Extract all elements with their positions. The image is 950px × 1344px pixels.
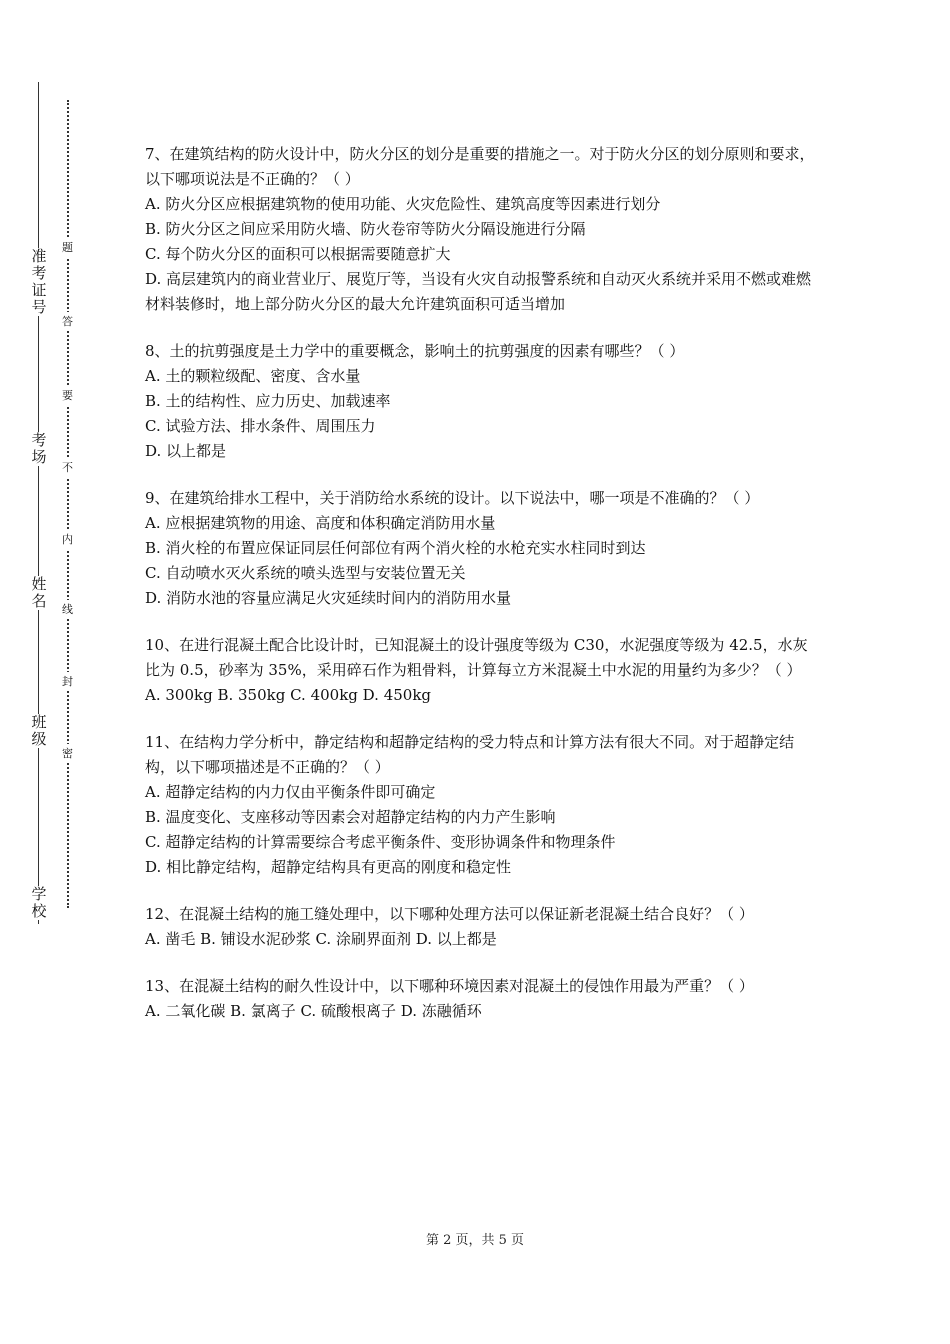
question-stem: 10、在进行混凝土配合比设计时，已知混凝土的设计强度等级为 C30，水泥强度等级为 42.5，水灰比为 0.5，砂率为 35%，采用碎石作为粗骨料，计算每立方米混凝土中水泥的用量约为多少？（ ）	[145, 636, 808, 679]
option-d: D. 相比静定结构，超静定结构具有更高的刚度和稳定性	[145, 858, 512, 876]
options-inline: A. 凿毛 B. 铺设水泥砂浆 C. 涂刷界面剂 D. 以上都是	[145, 930, 497, 948]
seal-char: 答	[60, 312, 75, 331]
question-13	[145, 974, 815, 1024]
option-a: A. 超静定结构的内力仅由平衡条件即可确定	[145, 783, 436, 801]
question-stem: 11、在结构力学分析中，静定结构和超静定结构的受力特点和计算方法有很大不同。对于超静定结构，以下哪项描述是不正确的？（ ）	[145, 733, 795, 776]
page-number: 第 2 页，共 5 页	[425, 1233, 525, 1248]
seal-char: 内	[60, 530, 75, 549]
option-c: C. 每个防火分区的面积可以根据需要随意扩大	[145, 245, 451, 263]
seal-char: 题	[60, 238, 75, 257]
seal-char: 不	[60, 458, 75, 477]
option-d: D. 高层建筑内的商业营业厅、展览厅等，当设有火灾自动报警系统和自动灭火系统并采用不燃或难燃材料装修时，地上部分防火分区的最大允许建筑面积可适当增加	[145, 270, 812, 313]
question-11	[145, 730, 815, 880]
question-10	[145, 633, 815, 708]
option-a: A. 土的颗粒级配、密度、含水量	[145, 367, 361, 385]
question-12	[145, 902, 815, 952]
seal-char: 线	[60, 600, 75, 619]
option-b: B. 消火栓的布置应保证同层任何部位有两个消火栓的水枪充实水柱同时到达	[145, 539, 646, 557]
seal-char: 密	[60, 744, 75, 763]
options-inline: A. 二氧化碳 B. 氯离子 C. 硫酸根离子 D. 冻融循环	[145, 1002, 482, 1020]
question-9	[145, 486, 815, 611]
options-inline: A. 300kg B. 350kg C. 400kg D. 450kg	[145, 686, 432, 704]
option-d: D. 消防水池的容量应满足火灾延续时间内的消防用水量	[145, 589, 512, 607]
option-b: B. 土的结构性、应力历史、加载速率	[145, 392, 391, 410]
option-c: C. 超静定结构的计算需要综合考虑平衡条件、变形协调条件和物理条件	[145, 833, 616, 851]
option-a: A. 防火分区应根据建筑物的使用功能、火灾危险性、建筑高度等因素进行划分	[145, 195, 661, 213]
question-stem: 7、在建筑结构的防火设计中，防火分区的划分是重要的措施之一。对于防火分区的划分原则和要求，以下哪项说法是不正确的？（ ）	[145, 145, 815, 188]
question-stem: 13、在混凝土结构的耐久性设计中，以下哪种环境因素对混凝土的侵蚀作用最为严重？（ ）	[145, 977, 754, 995]
name-label: 姓名	[26, 576, 52, 610]
class-label: 班级	[26, 714, 52, 748]
admission-number-label: 准考证号	[26, 248, 52, 316]
binding-solid-line	[38, 82, 39, 924]
option-c: C. 自动喷水灭火系统的喷头选型与安装位置无关	[145, 564, 466, 582]
seal-char: 封	[60, 672, 75, 691]
question-stem: 12、在混凝土结构的施工缝处理中，以下哪种处理方法可以保证新老混凝土结合良好？（ ）	[145, 905, 754, 923]
question-8	[145, 339, 815, 464]
binding-margin	[0, 0, 110, 1344]
question-list	[145, 142, 815, 1046]
question-stem: 9、在建筑给排水工程中，关于消防给水系统的设计。以下说法中，哪一项是不准确的？（ ）	[145, 489, 760, 507]
question-stem: 8、土的抗剪强度是土力学中的重要概念，影响土的抗剪强度的因素有哪些？（ ）	[145, 342, 685, 360]
school-label: 学校	[26, 886, 52, 920]
seal-char: 要	[60, 386, 75, 405]
seal-dotted-line	[67, 100, 69, 908]
option-b: B. 防火分区之间应采用防火墙、防火卷帘等防火分隔设施进行分隔	[145, 220, 586, 238]
question-7	[145, 142, 815, 317]
option-a: A. 应根据建筑物的用途、高度和体积确定消防用水量	[145, 514, 496, 532]
option-b: B. 温度变化、支座移动等因素会对超静定结构的内力产生影响	[145, 808, 556, 826]
exam-room-label: 考场	[26, 432, 52, 466]
option-d: D. 以上都是	[145, 442, 227, 460]
option-c: C. 试验方法、排水条件、周围压力	[145, 417, 376, 435]
